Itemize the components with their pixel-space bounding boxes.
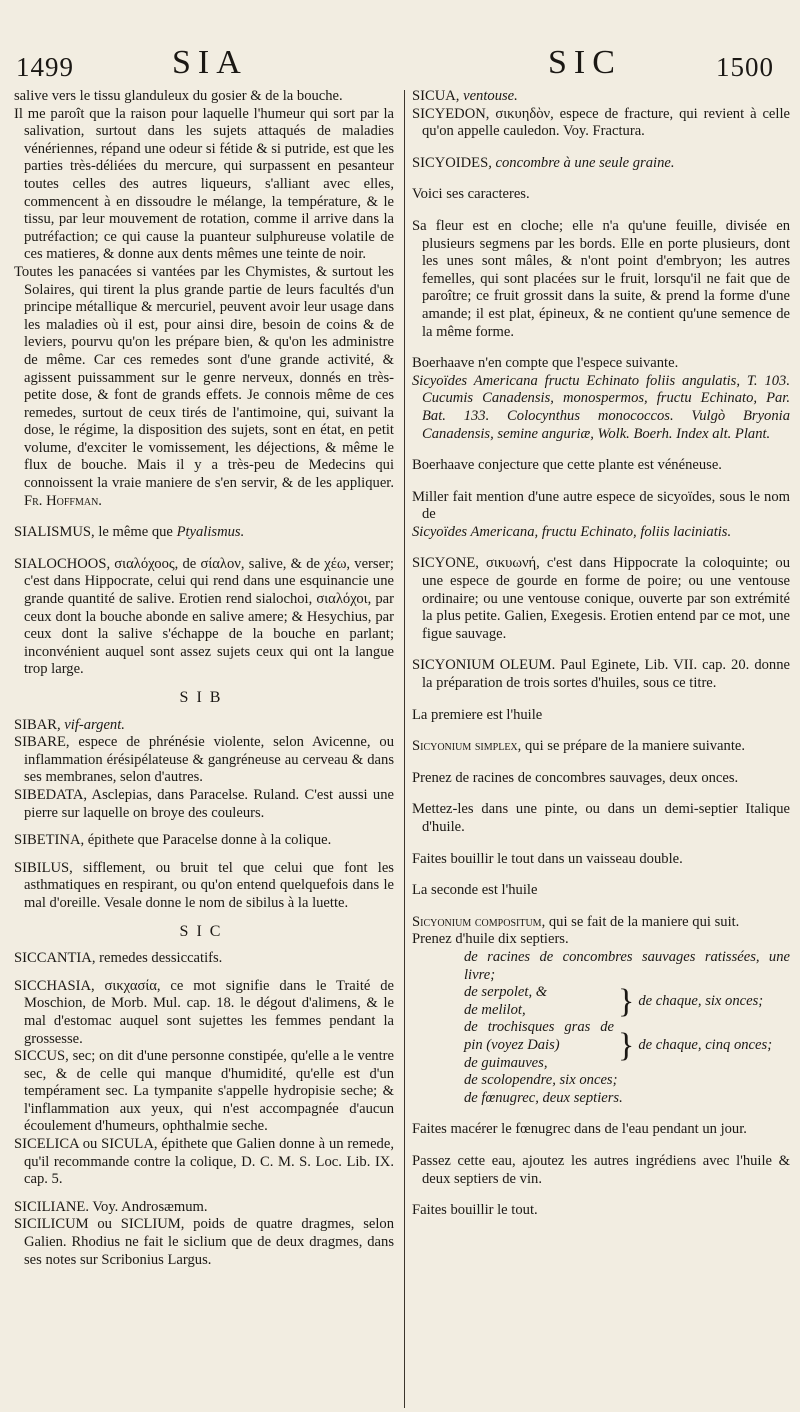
right-column xyxy=(412,88,790,1220)
entry-sicyoides: SICYOIDES, concombre à une seule graine. xyxy=(412,154,675,171)
headword: SICELICA ou SICULA xyxy=(14,1136,154,1153)
paragraph-caracteres: Voici ses caracteres. xyxy=(412,186,530,203)
headword: SICCHASIA xyxy=(14,977,92,994)
page-number-right: 1500 xyxy=(716,52,774,82)
entry-sicyonium-oleum: SICYONIUM OLEUM. Paul Eginete, Lib. VII. cap. 20. donne la préparation de trois sortes d'huiles, sous ce titre. xyxy=(412,657,790,692)
recipe-item: de melilot, xyxy=(464,1001,526,1018)
section-heading-sic: SIC xyxy=(179,922,229,940)
headword: SICYONE xyxy=(412,555,476,572)
headword: SICYEDON xyxy=(412,105,486,122)
entry-sicchasia: SICCHASIA, σικχασία, ce mot signifie dans le Traité de Moschion, de Morb. Mul. cap. 18. le dégout d'alimens, & le mal d'estomac auquel sont sujettes les femmes pendant la grossesse. xyxy=(14,977,394,1047)
paragraph-prenez-racines: Prenez de racines de concombres sauvages, deux onces. xyxy=(412,769,739,786)
recipe-item: de fœnugrec, deux septiers. xyxy=(464,1089,623,1106)
entry-sicyone: SICYONE, σικυωνή, c'est dans Hippocrate la coloquinte; ou une espece de gourde en forme de poire; ou une ventouse ordinaire; ou une ventouse conique, ouverte par son extrémité la plus petite. Galien, Exegesis. Erotien entend par ce mot, une figue sauvage. xyxy=(412,555,790,642)
headword: SICYOIDES xyxy=(412,154,489,171)
brace-icon: } xyxy=(618,1026,635,1064)
headword: SIALISMUS xyxy=(14,524,92,541)
paragraph-mercure: Il me paroît que la raison pour laquelle l'humeur qui sort par la salivation, surtout dans les sujets attaqués de maladies vénériennes, répand une odeur si fétide & si putride, est que les parties très-déliées du mercure, qui surpassent en pesanteur toutes celles des autres liqueurs, s'alliant avec elles, commencent à en dissoudre le mélange, la température, & le tissu, par leur mouvement de rotation, comme il arrive dans la putréfaction; ce qui cause la puanteur sulphureuse volatile de ces matieres, & donne aux dents mêmes une teinte de noir. xyxy=(14,105,394,263)
entry-siciliane: SICILIANE. Voy. Androsæmum. xyxy=(14,1198,208,1215)
headword: SICCUS xyxy=(14,1048,66,1065)
entry-sibetina: SIBETINA, épithete que Paracelse donne à la colique. xyxy=(14,832,332,849)
recipe-item: de racines de concombres sauvages ratissées, une livre; xyxy=(464,948,790,983)
paragraph-faites-double: Faites bouillir le tout dans un vaisseau double. xyxy=(412,850,683,867)
running-head-right: SIC xyxy=(548,44,622,81)
entry-sicua: SICUA, ventouse. xyxy=(412,88,518,104)
running-head-left: SIA xyxy=(172,44,248,81)
headword: SIBARE xyxy=(14,734,66,751)
paragraph-premiere: La premiere est l'huile xyxy=(412,706,543,723)
entry-sibilus: SIBILUS, sifflement, ou bruit tel que celui que font les asthmatiques en respirant, ou qu'on entend quelquefois dans le mal d'oreille. Vesale donne le nom de sibilus à la luette. xyxy=(14,859,394,911)
recipe-list xyxy=(412,931,790,1107)
entry-continuation: salive vers le tissu glanduleux du gosier & de la bouche. xyxy=(14,88,343,104)
author-citation: Fr. Hoffman. xyxy=(24,492,102,509)
paragraph-mettez: Mettez-les dans une pinte, ou dans un demi-septier Italique d'huile. xyxy=(412,801,790,835)
entry-sicyedon: SICYEDON, σικυηδὸν, espece de fracture, qui revient à celle qu'on appelle cauledon. Voy. Fractura. xyxy=(412,105,790,140)
paragraph-miller: Miller fait mention d'une autre espece de sicyoïdes, sous le nom de xyxy=(412,488,790,523)
entry-siccantia: SICCANTIA, remedes dessiccatifs. xyxy=(14,950,223,967)
entry-sibar: SIBAR, vif-argent. xyxy=(14,716,125,733)
botanical-formula: Sicyoïdes Americana fructu Echinato foliis angulatis, T. 103. Cucumis Canadensis, monospermos, fructu Echinato, Par. Bat. 133. Colocynthus monococcos. Vulgò Bryonia Canadensis, semine anguriæ, Wolk. Boerh. Index alt. Plant. xyxy=(412,372,790,442)
headword: SIBEDATA xyxy=(14,786,84,803)
recipe-quantity: de chaque, cinq onces; xyxy=(638,1036,773,1053)
headword: SIBAR xyxy=(14,716,57,733)
paragraph-macerer: Faites macérer le fœnugrec dans de l'eau pendant un jour. xyxy=(412,1121,747,1138)
headword: SICCANTIA xyxy=(14,950,92,967)
botanical-formula-laciniatis: Sicyoïdes Americana, fructu Echinato, foliis laciniatis. xyxy=(412,523,732,540)
page-number-left: 1499 xyxy=(16,52,74,82)
headword: SIBILUS xyxy=(14,859,70,876)
entry-sialochoos: SIALOCHOOS, σιαλόχοος, de σίαλον, salive, & de χέω, verser; c'est dans Hippocrate, celui qui rend dans une esquinancie une grande quantité de salive. Erotien rend sialochoi, σιαλόχοι, par ceux dont la bouche abonde en salive amere; & Hesychius, par ceux dont la salive s'échappe de la bouche en parlant; inconvénient auquel sont assez sujets ceux qui ont la langue trop large. xyxy=(14,555,394,678)
recipe-item: de serpolet, & xyxy=(464,984,548,1001)
recipe-item: de trochisques gras de pin (voyez Dais) xyxy=(464,1019,614,1053)
entry-sicelica: SICELICA ou SICULA, épithete que Galien donne à un remede, qu'il recommande contre la colique, D. C. M. S. Loc. Lib. IX. cap. 5. xyxy=(14,1136,394,1188)
headword: SIALOCHOOS xyxy=(14,555,107,572)
paragraph-panacees: Toutes les panacées si vantées par les Chymistes, & surtout les Solaires, qui tirent la plus grande partie de leurs facultés d'un principe métallique & mercuriel, peuvent avoir leur usage dans les maladies où il est, pour ainsi dire, besoin de coins & de leviers, pourvu qu'on les prépare bien, & qu'on les administre de même. Car ces remedes sont d'une grande activité, & agissent puissamment sur le genre nerveux, donnés en très-petite dose, & font de grands effets. Je connois même de ces remedes, surtout de ceux tirés de l'antimoine, qui, suivant la dose, le régime, la disposition des sujets, sont en état, en petit volume, d'exciter le vomissement, les déjections, & même le flux de bouche. Mais il y a très-peu de Medecins qui connoissent la vraie maniere de s'en servir, & de les appliquer. Fr. Hoffman. xyxy=(14,263,394,509)
headword: SICILICUM ou SICLIUM xyxy=(14,1216,181,1233)
paragraph-passez: Passez cette eau, ajoutez les autres ingrédiens avec l'huile & deux septiers de vin. xyxy=(412,1152,790,1187)
entry-sialismus: SIALISMUS, le même que Ptyalismus. xyxy=(14,524,245,541)
headword: SICYONIUM OLEUM xyxy=(412,657,552,674)
recipe-group xyxy=(412,984,790,1019)
paragraph-boerhaave-veneneuse: Boerhaave conjecture que cette plante est vénéneuse. xyxy=(412,457,722,474)
recipe-item: de guimauves, xyxy=(464,1054,548,1071)
column-divider xyxy=(404,90,405,1408)
recipe-item: de scolopendre, six onces; xyxy=(464,1072,618,1089)
brace-icon: } xyxy=(618,982,635,1020)
paragraph-seconde: La seconde est l'huile xyxy=(412,882,538,899)
section-heading-sib: SIB xyxy=(179,689,229,706)
paragraph-boerhaave-espece: Boerhaave n'en compte que l'espece suivante. xyxy=(412,355,679,372)
recipe-group xyxy=(412,1019,790,1072)
paragraph-compositum: Sicyonium compositum, qui se fait de la maniere qui suit. xyxy=(412,913,740,930)
paragraph-faites-tout: Faites bouillir le tout. xyxy=(412,1202,538,1219)
entry-sicilicum: SICILICUM ou SICLIUM, poids de quatre dragmes, selon Galien. Rhodius ne fait le siclium que de deux dragmes, dans ses notes sur Scribonius Largus. xyxy=(14,1216,394,1268)
headword: SIBETINA xyxy=(14,832,81,849)
headword: SICILIANE xyxy=(14,1198,86,1215)
entry-siccus: SICCUS, sec; on dit d'une personne constipée, qu'elle a le ventre sec, & de celle qui manque d'humidité, qu'elle est d'un tempérament sec. La tympanite s'appelle hydropisie seche; & l'inflammation aux yeux, qui n'est accompagnée d'aucun écoulement d'humeurs, ophthalmie seche. xyxy=(14,1048,394,1135)
left-column xyxy=(14,88,394,1269)
paragraph-simplex: Sicyonium simplex, qui se prépare de la maniere suivante. xyxy=(412,738,745,755)
paragraph-fleur: Sa fleur est en cloche; elle n'a qu'une feuille, divisée en plusieurs segmens par les bords. Elle en porte plusieurs, dont les unes sont mâles, & n'ont point d'embryon; les autres femelles, qui sont placées sur le fruit, lorsqu'il ne fait que de paroître; ce fruit grossit dans la suite, & prend la forme d'une amande; il est plat, épineux, & ne contient qu'une semence de la même forme. xyxy=(412,217,790,340)
headword: SICUA xyxy=(412,88,456,104)
entry-sibare: SIBARE, espece de phrénésie violente, selon Avicenne, ou inflammation érésipélateuse & gangréneuse au cerveau & dans ses membranes, selon d'autres. xyxy=(14,734,394,786)
entry-sibedata: SIBEDATA, Asclepias, dans Paracelse. Ruland. C'est aussi une pierre sur laquelle on broye des couleurs. xyxy=(14,786,394,821)
recipe-intro: Prenez d'huile dix septiers. xyxy=(412,931,569,948)
recipe-quantity: de chaque, six onces; xyxy=(638,992,764,1009)
